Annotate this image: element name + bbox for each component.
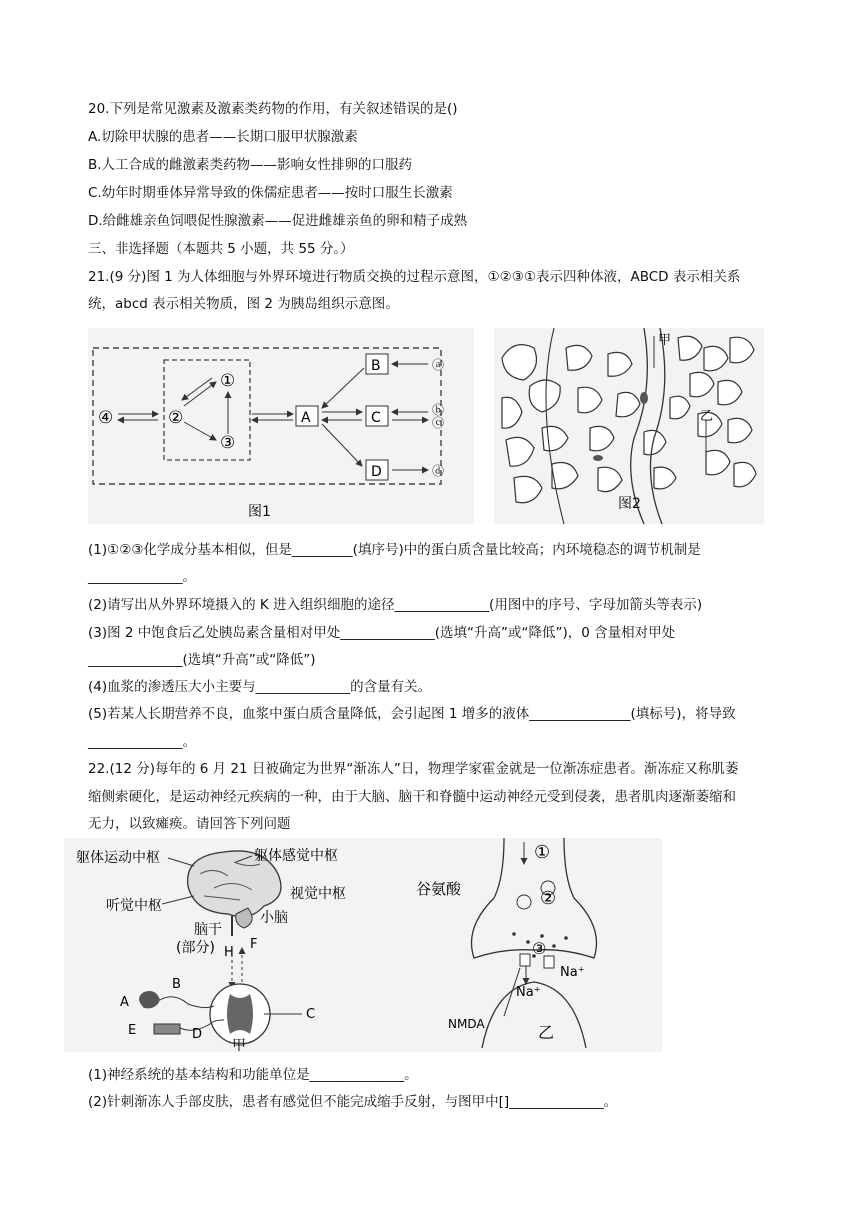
yi-caption: 乙	[538, 1023, 555, 1042]
jia-label-b: B	[172, 977, 181, 992]
q20-stem: 20.下列是常见激素及激素类药物的作用，有关叙述错误的是()	[88, 101, 458, 117]
jia-label-f: F	[250, 937, 258, 952]
q20-option-b: B.人工合成的雌激素类药物——影响女性排卵的口服药	[88, 157, 413, 173]
fig2-caption: 图2	[618, 496, 641, 512]
figure-1	[88, 328, 474, 524]
fig2-label-jia: 甲	[658, 333, 672, 348]
figure-nerve	[64, 838, 662, 1052]
fig1-fluid-2: ②	[168, 408, 184, 428]
q20-option-c: C.幼年时期垂体异常导致的侏儒症患者——按时口服生长激素	[88, 185, 453, 201]
fig1-substance-c: ⓒ	[432, 416, 445, 430]
q21-part3-line1: (3)图 2 中饱食后乙处胰岛素含量相对甲处______________(选填“升高”或“降低”)，0 含量相对甲处	[88, 625, 676, 641]
q22-intro-line2: 缩侧索硬化，是运动神经元疾病的一种，由于大脑、脑干和脊髓中运动神经元受到侵袭，患者肌肉逐渐萎缩和	[88, 789, 736, 805]
fig1-substance-b: ⓑ	[432, 403, 445, 417]
jia-label-part: (部分)	[176, 940, 215, 956]
fig1-caption: 图1	[248, 504, 271, 520]
jia-label-visual-center: 视觉中枢	[290, 886, 346, 902]
fig1-system-a: A	[301, 410, 311, 426]
q20-option-d: D.给雌雄亲鱼饲喂促性腺激素——促进雌雄亲鱼的卵和精子成熟	[88, 213, 468, 229]
yi-label-1: ①	[534, 842, 551, 863]
fig1-system-b: B	[371, 358, 381, 374]
figure-2	[494, 328, 764, 524]
jia-label-auditory-center: 听觉中枢	[106, 898, 162, 914]
fig1-system-c: C	[371, 410, 381, 426]
fig1-fluid-4: ④	[98, 408, 114, 428]
jia-label-h: H	[224, 945, 234, 960]
q21-intro-line2: 统，abcd 表示相关物质，图 2 为胰岛组织示意图。	[88, 296, 399, 312]
q21-part3-line2: ______________(选填“升高”或“降低”)	[88, 652, 316, 668]
fig1-system-d: D	[371, 464, 382, 480]
yi-label-na-right: Na⁺	[560, 965, 585, 980]
q22-part2: (2)针刺渐冻人手部皮肤，患者有感觉但不能完成缩手反射，与图甲中[]______________。	[88, 1094, 618, 1110]
section-heading: 三、非选择题（本题共 5 小题，共 55 分。）	[88, 241, 354, 257]
q21-part4: (4)血浆的渗透压大小主要与______________的含量有关。	[88, 679, 432, 695]
q20-option-a: A.切除甲状腺的患者——长期口服甲状腺激素	[88, 129, 358, 145]
q21-intro-line1: 21.(9 分)图 1 为人体细胞与外界环境进行物质交换的过程示意图，①②③①表示四种体液，ABCD 表示相关系	[88, 269, 741, 285]
q22-intro-line3: 无力，以致瘫痪。请回答下列问题	[88, 816, 291, 832]
q22-intro-line1: 22.(12 分)每年的 6 月 21 日被确定为世界“渐冻人”日，物理学家霍金就是一位渐冻症患者。渐冻症又称肌萎	[88, 761, 739, 777]
fig1-substance-a: ⓐ	[432, 358, 445, 372]
q21-part5-line1: (5)若某人长期营养不良，血浆中蛋白质含量降低，会引起图 1 增多的液体_______________(填标号)，将导致	[88, 706, 736, 722]
jia-label-brainstem: 脑干	[194, 922, 222, 938]
q21-part1-line1: (1)①②③化学成分基本相似，但是_________(填序号)中的蛋白质含量比较高；内环境稳态的调节机制是	[88, 542, 701, 558]
jia-label-c: C	[306, 1007, 316, 1022]
jia-label-d: D	[192, 1027, 203, 1042]
jia-label-a: A	[120, 995, 129, 1010]
fig1-fluid-3: ③	[220, 433, 236, 453]
yi-label-2: ②	[540, 888, 557, 909]
q22-part1: (1)神经系统的基本结构和功能单位是______________。	[88, 1067, 418, 1083]
fig1-substance-d: ⓓ	[432, 464, 445, 478]
fig2-label-yi: 乙	[700, 409, 714, 424]
q21-part2: (2)请写出从外界环境摄入的 K 进入组织细胞的途径______________(用图中的序号、字母加箭头等表示)	[88, 597, 703, 613]
jia-label-sensory-center: 躯体感觉中枢	[254, 848, 338, 864]
yi-label-3: ③	[532, 939, 547, 958]
jia-label-cerebellum: 小脑	[260, 910, 288, 926]
fig1-fluid-1: ①	[220, 371, 236, 391]
jia-caption: 甲	[232, 1038, 246, 1052]
yi-label-nmda: NMDA	[448, 1017, 485, 1031]
q21-part5-line2: ______________。	[88, 734, 196, 750]
yi-label-na-left: Na⁺	[516, 985, 541, 1000]
jia-label-e: E	[128, 1023, 137, 1038]
yi-label-glutamate: 谷氨酸	[416, 880, 462, 898]
jia-label-motor-center: 躯体运动中枢	[76, 850, 160, 866]
q21-part1-line2: ______________。	[88, 569, 196, 585]
